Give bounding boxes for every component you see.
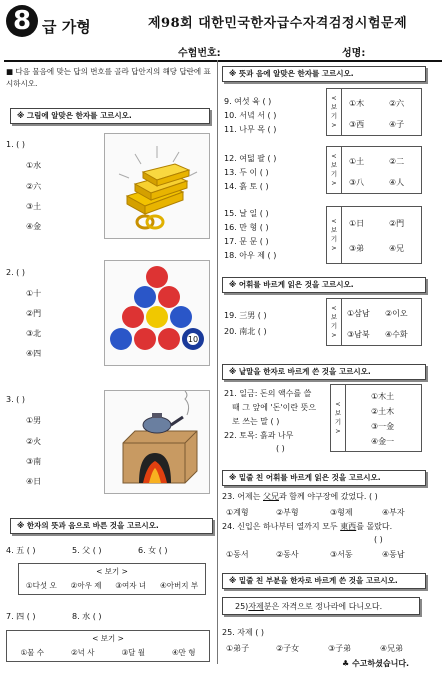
question-5: 5. 父 ( ): [72, 546, 102, 555]
q23-option-1[interactable]: ①계형: [226, 508, 249, 517]
g1-option-1: ①木: [349, 99, 365, 108]
q25-option-4[interactable]: ④兄弟: [380, 644, 404, 653]
g2-option-1: ①土: [349, 157, 365, 166]
g5-option-4: ④金一: [371, 437, 395, 446]
q3-option-1[interactable]: ①男: [26, 416, 42, 425]
g3-option-4: ④兄: [389, 244, 405, 253]
choice-box-7-8: [6, 630, 210, 662]
g4-option-4: ④수화: [385, 330, 408, 339]
q2-option-1[interactable]: ①十: [26, 289, 42, 298]
grade-label: 급 가형: [42, 18, 91, 36]
g5-option-3: ③一金: [371, 422, 395, 431]
choice-box-4-6: [18, 563, 206, 595]
box1-option-3: ③여자 녀: [115, 581, 147, 590]
instruction-text: ■ 다음 물음에 맞는 답의 번호를 골라 답안지의 해당 답란에 표시하시오.: [6, 67, 211, 88]
g5-option-2: ②土木: [371, 407, 395, 416]
choice-box-7-8-heading: < 보기 >: [92, 634, 124, 643]
choice-box-21-22: [330, 384, 422, 452]
q25-underlined-word: 자제: [248, 602, 264, 611]
question-22: 22. 토목: 흙과 나무: [224, 431, 294, 440]
g3-option-3: ③弟: [349, 244, 365, 253]
box2-option-2: ②넉 사: [70, 648, 95, 657]
question-21-line-3: 로 쓰는 말 ( ): [232, 417, 280, 426]
question-11: 11. 나무 목 ( ): [224, 125, 277, 134]
question-3-number: 3. ( ): [6, 395, 25, 404]
q24-option-4[interactable]: ④동남: [382, 550, 405, 559]
q3-option-2[interactable]: ②火: [26, 437, 42, 446]
q23-option-2[interactable]: ②부형: [276, 508, 299, 517]
g3-option-1: ①日: [349, 219, 365, 228]
g3-option-2: ②門: [389, 219, 405, 228]
q24-option-3[interactable]: ③서동: [330, 550, 353, 559]
g1-option-3: ③西: [349, 120, 365, 129]
question-8: 8. 水 ( ): [72, 612, 102, 621]
g1-option-2: ②六: [389, 99, 405, 108]
q1-option-3[interactable]: ③土: [26, 202, 42, 211]
closing-message: ♣ 수고하셨습니다.: [342, 659, 410, 668]
g4-option-2: ②이오: [385, 309, 408, 318]
question-17: 17. 문 문 ( ): [224, 237, 269, 246]
section-underline-writing-heading: ※ 밑줄 친 부분을 한자로 바르게 쓴 것을 고르시오.: [222, 573, 426, 589]
question-16: 16. 만 형 ( ): [224, 223, 269, 232]
box1-option-4: ④아버지 부: [159, 581, 199, 590]
column-divider: [217, 60, 218, 664]
billiard-balls-image: [104, 260, 210, 366]
section-underline-reading-heading: ※ 밑줄 친 어휘를 바르게 읽은 것을 고르시오.: [222, 470, 426, 486]
q24-underlined-word: 東西: [340, 522, 357, 531]
box2-option-1: ①물 수: [20, 648, 45, 657]
question-24-blank[interactable]: ( ): [374, 535, 383, 544]
choice-box-4-6-heading: < 보기 >: [96, 567, 128, 576]
header-divider: [4, 60, 442, 62]
q1-option-1[interactable]: ①水: [26, 161, 42, 170]
q25-passage-box: 25)자제분은 자격으로 정나라에 다니오다.: [222, 597, 420, 615]
q24-option-2[interactable]: ②동사: [276, 550, 299, 559]
question-15: 15. 날 일 ( ): [224, 209, 269, 218]
bogi-label: < 보 기 >: [327, 147, 342, 193]
bogi-label: < 보 기 >: [327, 89, 342, 135]
section-meaning-sound-heading: ※ 한자의 뜻과 음으로 바른 것을 고르시오.: [10, 518, 213, 534]
q1-option-2[interactable]: ②六: [26, 182, 42, 191]
g5-option-1: ①木土: [371, 392, 395, 401]
section-picture-heading: ※ 그림에 알맞은 한자를 고르시오.: [10, 108, 210, 124]
q1-option-4[interactable]: ④金: [26, 222, 42, 231]
q3-option-3[interactable]: ③南: [26, 457, 42, 466]
bogi-label: < 보 기 >: [331, 385, 346, 451]
q2-option-3[interactable]: ③北: [26, 329, 42, 338]
q25-option-1[interactable]: ①弟子: [226, 644, 250, 653]
g1-option-4: ④子: [389, 120, 405, 129]
question-14: 14. 흙 토 ( ): [224, 182, 269, 191]
question-6: 6. 女 ( ): [138, 546, 168, 555]
question-10: 10. 서녘 서 ( ): [224, 111, 277, 120]
box2-option-4: ④만 형: [171, 648, 196, 657]
q2-option-2[interactable]: ②門: [26, 309, 42, 318]
question-4: 4. 五 ( ): [6, 546, 36, 555]
exam-title: 제98회 대한민국한자급수자격검정시험문제: [148, 16, 408, 31]
question-12: 12. 여덟 팔 ( ): [224, 154, 277, 163]
question-18: 18. 아우 제 ( ): [224, 251, 277, 260]
q25-option-2[interactable]: ②子女: [276, 644, 300, 653]
question-13: 13. 두 이 ( ): [224, 168, 269, 177]
question-20: 20. 南北 ( ): [224, 327, 267, 336]
box1-option-2: ②아우 제: [70, 581, 102, 590]
q23-option-4[interactable]: ④부자: [382, 508, 405, 517]
fireplace-kettle-image: [104, 390, 210, 494]
g4-option-1: ①삼남: [347, 309, 370, 318]
section-meaning-heading: ※ 뜻과 음에 알맞은 한자를 고르시오.: [222, 66, 426, 82]
section-writing-heading: ※ 낱말을 한자로 바르게 쓴 것을 고르시오.: [222, 364, 426, 380]
exam-number-label: 수험번호:: [178, 48, 221, 59]
question-1-number: 1. ( ): [6, 140, 25, 149]
question-21-line-2: 때 그 앞에 '돈'이란 뜻으: [232, 403, 317, 412]
ball-number-label: 10: [187, 335, 199, 344]
name-label: 성명:: [342, 48, 366, 59]
question-24: 24. 신입은 하나부터 열까지 모두 東西를 몰랐다.: [222, 522, 393, 531]
question-2-number: 2. ( ): [6, 268, 25, 277]
question-7: 7. 四 ( ): [6, 612, 36, 621]
choice-box-19-20: [326, 298, 422, 346]
box2-option-3: ③달 월: [121, 648, 146, 657]
question-22-blank[interactable]: ( ): [276, 444, 285, 453]
choice-box-15-18: [326, 206, 422, 264]
q25-option-3[interactable]: ③子弟: [328, 644, 352, 653]
g4-option-3: ③남북: [347, 330, 370, 339]
question-21-line-1: 21. 일금: 돈의 액수를 쓸: [224, 389, 312, 398]
q23-underlined-word: 父兄: [263, 492, 279, 501]
question-19: 19. 三男 ( ): [224, 311, 267, 320]
grade-number-badge: 8: [6, 5, 38, 37]
q3-option-4[interactable]: ④日: [26, 477, 42, 486]
q23-option-3[interactable]: ③형제: [330, 508, 353, 517]
q2-option-4[interactable]: ④四: [26, 349, 42, 358]
question-23: 23. 어제는 父兄과 함께 야구장에 갔었다. ( ): [222, 492, 378, 501]
choice-box-12-14: [326, 146, 422, 194]
section-reading-heading: ※ 어휘를 바르게 읽은 것을 고르시오.: [222, 277, 426, 293]
choice-box-9-11: [326, 88, 422, 136]
g2-option-2: ②二: [389, 157, 405, 166]
g2-option-3: ③八: [349, 178, 365, 187]
bogi-label: < 보 기 >: [327, 299, 342, 345]
q24-option-1[interactable]: ①동서: [226, 550, 249, 559]
gold-bars-image: [104, 133, 210, 239]
bogi-label: < 보 기 >: [327, 207, 342, 263]
box1-option-1: ①다섯 오: [25, 581, 57, 590]
question-9: 9. 여섯 육 ( ): [224, 97, 272, 106]
g2-option-4: ④人: [389, 178, 405, 187]
question-25: 25. 자제 ( ): [222, 628, 265, 637]
